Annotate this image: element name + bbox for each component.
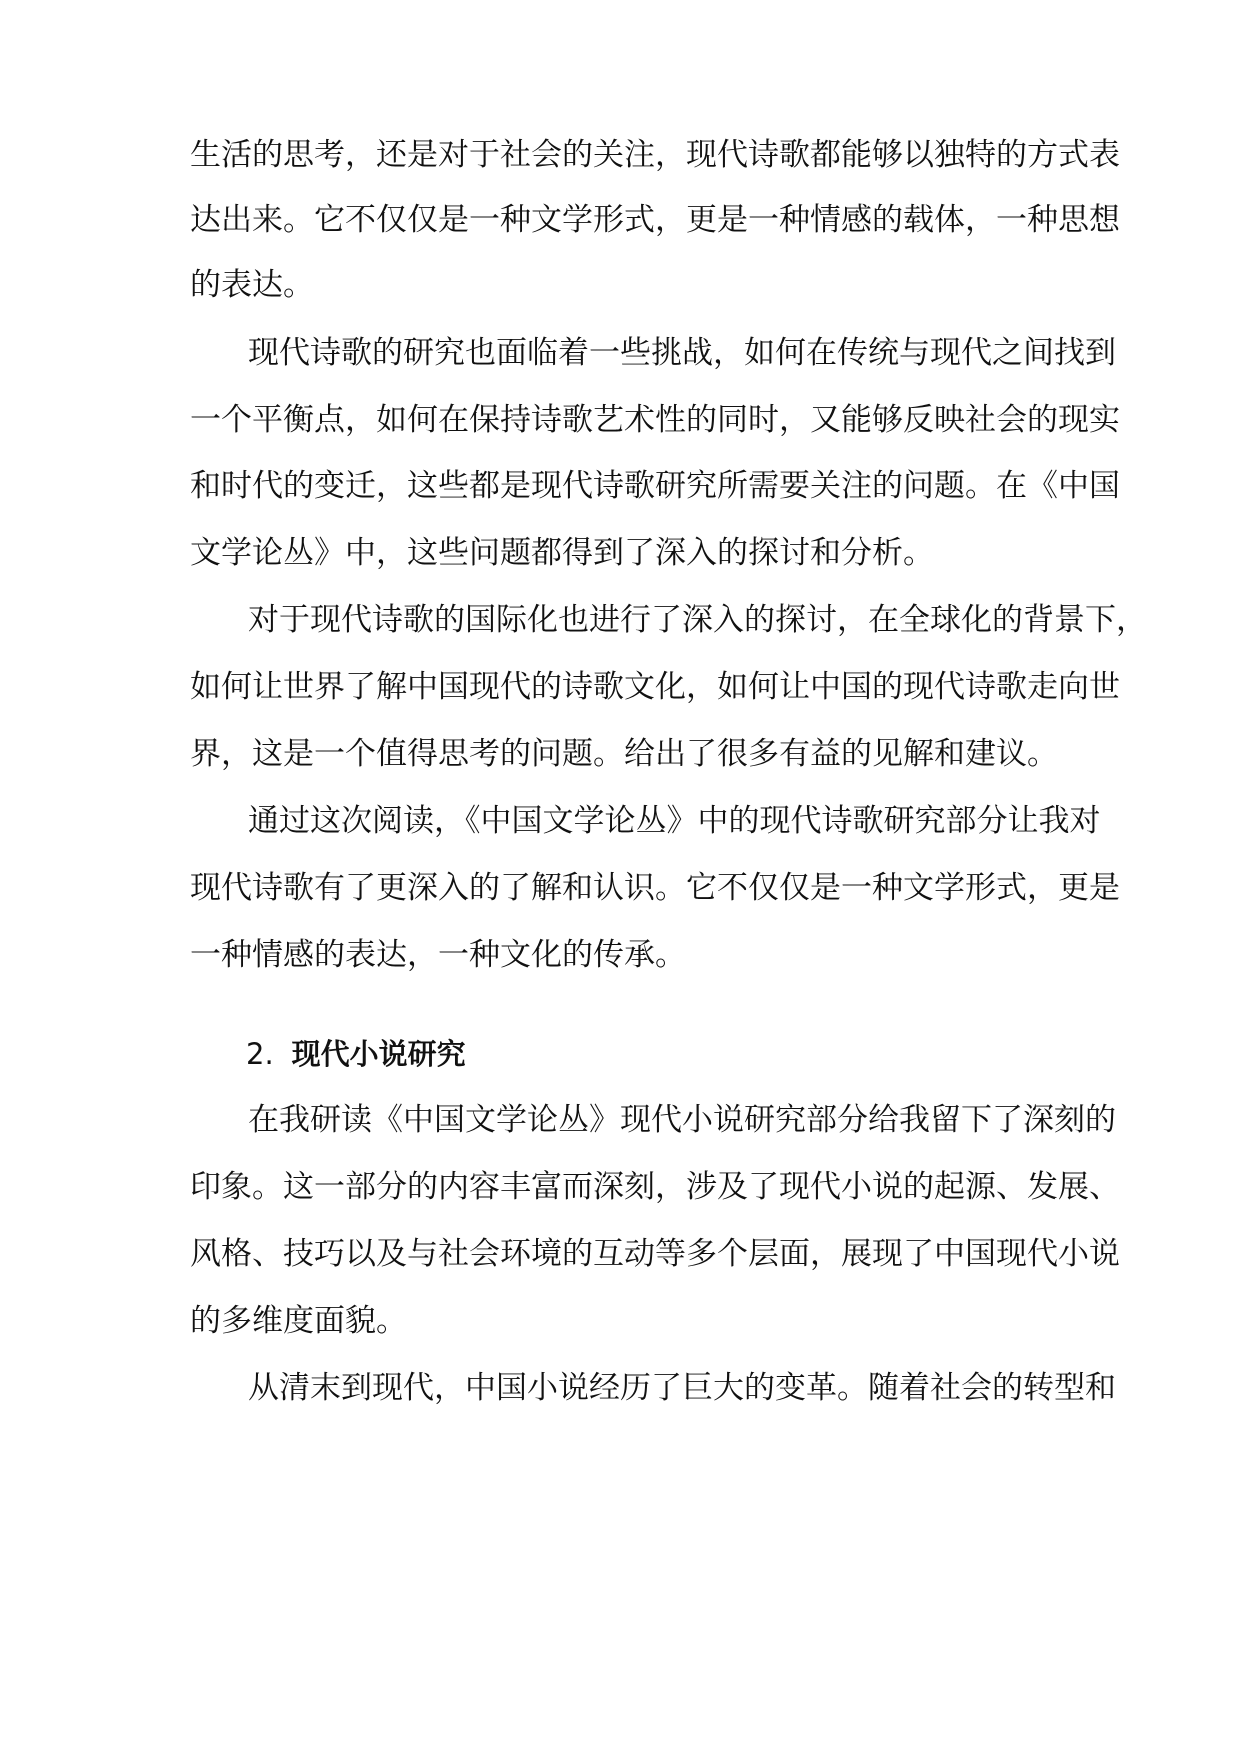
paragraph-3-line-3: 界，这是一个值得思考的问题。给出了很多有益的见解和建议。 xyxy=(190,736,1058,772)
section-number: 2. xyxy=(246,1037,274,1071)
paragraph-3-line-2: 如何让世界了解中国现代的诗歌文化，如何让中国的现代诗歌走向世 xyxy=(190,669,1120,705)
paragraph-3-line-1: 对于现代诗歌的国际化也进行了深入的探讨，在全球化的背景下， xyxy=(248,602,1147,638)
paragraph-5-line-2: 印象。这一部分的内容丰富而深刻，涉及了现代小说的起源、发展、 xyxy=(190,1169,1120,1205)
paragraph-1-line-1: 生活的思考，还是对于社会的关注，现代诗歌都能够以独特的方式表 xyxy=(190,137,1120,173)
paragraph-5-line-3: 风格、技巧以及与社会环境的互动等多个层面，展现了中国现代小说 xyxy=(190,1236,1120,1272)
section-heading xyxy=(246,1034,466,1074)
paragraph-1-line-2: 达出来。它不仅仅是一种文学形式，更是一种情感的载体，一种思想 xyxy=(190,202,1120,238)
paragraph-5-line-4: 的多维度面貌。 xyxy=(190,1303,407,1339)
paragraph-1-line-3: 的表达。 xyxy=(190,267,314,303)
section-title: 现代小说研究 xyxy=(291,1037,466,1071)
paragraph-4-line-3: 一种情感的表达，一种文化的传承。 xyxy=(190,937,686,973)
paragraph-2-line-2: 一个平衡点，如何在保持诗歌艺术性的同时，又能够反映社会的现实 xyxy=(190,402,1120,438)
paragraph-2-line-1: 现代诗歌的研究也面临着一些挑战，如何在传统与现代之间找到 xyxy=(248,335,1116,371)
paragraph-4-line-2: 现代诗歌有了更深入的了解和认识。它不仅仅是一种文学形式，更是 xyxy=(190,870,1120,906)
paragraph-4-line-1: 通过这次阅读，《中国文学论丛》中的现代诗歌研究部分让我对 xyxy=(248,803,1101,839)
paragraph-5-line-1: 在我研读《中国文学论丛》现代小说研究部分给我留下了深刻的 xyxy=(248,1102,1116,1138)
paragraph-2-line-4: 文学论丛》中，这些问题都得到了深入的探讨和分析。 xyxy=(190,535,934,571)
paragraph-6-line-1: 从清末到现代，中国小说经历了巨大的变革。随着社会的转型和 xyxy=(248,1370,1116,1406)
paragraph-2-line-3: 和时代的变迁，这些都是现代诗歌研究所需要关注的问题。在《中国 xyxy=(190,468,1120,504)
